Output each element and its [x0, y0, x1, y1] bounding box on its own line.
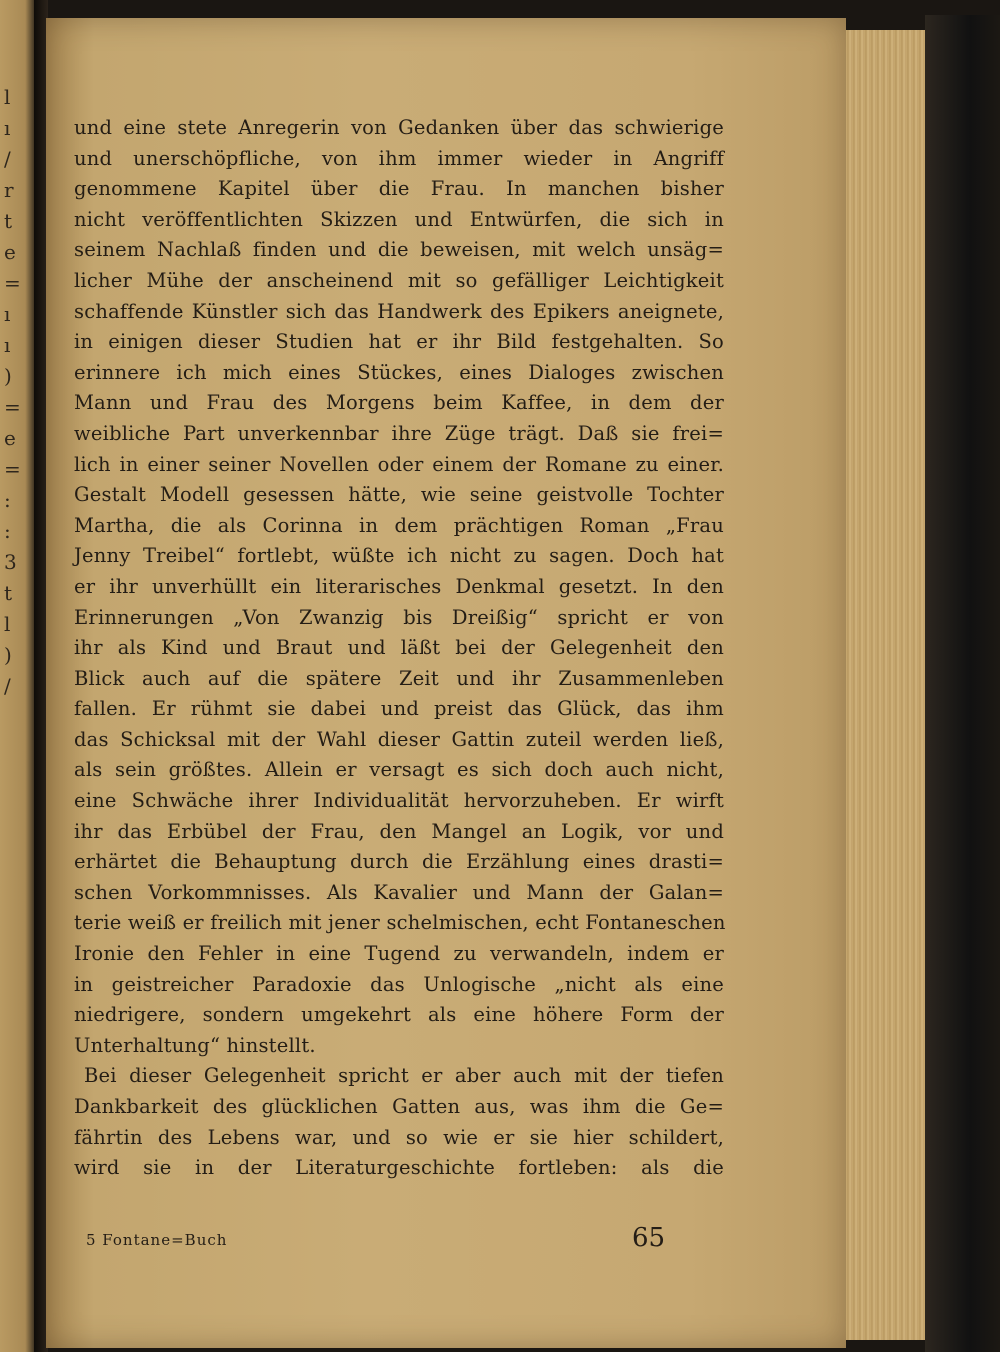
left-page-fragment: ı	[4, 302, 11, 326]
left-page-fragment: t	[4, 209, 13, 233]
text-line: Dankbarkeit des glücklichen Gatten aus, was ihm die Ge=	[74, 1095, 724, 1118]
text-line: lich in einer seiner Novellen oder einem der Romane zu einer.	[74, 452, 724, 476]
text-line: schaffende Künstler sich das Handwerk des Epikers aneignete,	[74, 299, 724, 323]
text-line: seinem Nachlaß finden und die beweisen, mit welch unsäg=	[74, 238, 724, 262]
text-line: in geistreicher Paradoxie das Unlogische „nicht als eine	[74, 972, 724, 996]
book-page	[46, 18, 846, 1348]
text-line: schen Vorkommnisses. Als Kavalier und Mann der Galan=	[74, 880, 724, 904]
left-page-fragment: ı	[4, 116, 11, 140]
text-line: Unterhaltung“ hinstellt.	[74, 1033, 316, 1057]
text-line: eine Schwäche ihrer Individualität hervorzuheben. Er wirft	[74, 789, 724, 813]
text-line: ihr das Erbübel der Frau, den Mangel an Logik, vor und	[74, 819, 724, 843]
text-line: Martha, die als Corinna in dem prächtigen Roman „Frau	[74, 513, 724, 537]
left-page-fragment: /	[4, 674, 11, 698]
left-page-fragment: r	[4, 178, 14, 202]
page-stack-edge	[840, 30, 930, 1340]
text-line: als sein größtes. Allein er versagt es sich doch auch nicht,	[74, 758, 724, 782]
left-page-fragment: :	[4, 519, 11, 543]
book-cover-edge	[925, 15, 1000, 1352]
left-page-fragment: l	[4, 85, 11, 109]
left-page-fragment: )	[4, 643, 12, 667]
left-page-fragment: :	[4, 488, 11, 512]
text-line: fallen. Er rühmt sie dabei und preist das Glück, das ihm	[74, 697, 724, 721]
left-page-fragment: 3	[4, 550, 17, 574]
text-line: genommene Kapitel über die Frau. In manchen bisher	[74, 177, 724, 201]
text-line: in einigen dieser Studien hat er ihr Bild festgehalten. So	[74, 330, 724, 354]
text-line: Erinnerungen „Von Zwanzig bis Dreißig“ spricht er von	[74, 605, 724, 629]
page-footer	[86, 1223, 686, 1263]
text-line: Mann und Frau des Morgens beim Kaffee, in dem der	[74, 391, 724, 415]
page-number: 65	[632, 1223, 666, 1253]
left-page-fragment: e	[4, 240, 16, 264]
left-page-fragment: =	[4, 395, 21, 419]
text-line: Blick auch auf die spätere Zeit und ihr Zusammenleben	[74, 666, 724, 690]
left-page-fragment: /	[4, 147, 11, 171]
text-line: und eine stete Anregerin von Gedanken über das schwierige	[74, 116, 724, 139]
left-page-fragment: ı	[4, 333, 11, 357]
text-line: erinnere ich mich eines Stückes, eines Dialoges zwischen	[74, 360, 724, 384]
text-line: weibliche Part unverkennbar ihre Züge trägt. Daß sie frei=	[74, 421, 724, 445]
left-page-fragment: =	[4, 457, 21, 481]
left-page-edge	[0, 0, 36, 1352]
text-line: nicht veröffentlichten Skizzen und Entwürfen, die sich in	[74, 207, 724, 231]
text-line: Bei dieser Gelegenheit spricht er aber auch mit der tiefen	[84, 1064, 724, 1088]
page-text	[74, 113, 724, 1184]
text-line: ihr als Kind und Braut und läßt bei der Gelegenheit den	[74, 636, 724, 660]
text-line: das Schicksal mit der Wahl dieser Gattin zuteil werden ließ,	[74, 727, 724, 751]
text-line: niedrigere, sondern umgekehrt als eine höhere Form der	[74, 1003, 724, 1027]
text-line: er ihr unverhüllt ein literarisches Denkmal gesetzt. In den	[74, 574, 724, 598]
text-line: terie weiß er freilich mit jener schelmischen, echt Fontaneschen	[74, 911, 726, 935]
text-line: Gestalt Modell gesessen hätte, wie seine geistvolle Tochter	[74, 483, 724, 507]
printer-signature: 5 Fontane=Buch	[86, 1231, 228, 1249]
left-page-fragment: l	[4, 612, 11, 636]
text-line: und unerschöpfliche, von ihm immer wieder in Angriff	[74, 146, 724, 170]
text-line: Ironie den Fehler in eine Tugend zu verwandeln, indem er	[74, 942, 724, 966]
text-line: licher Mühe der anscheinend mit so gefälliger Leichtigkeit	[74, 268, 724, 292]
text-line: wird sie in der Literaturgeschichte fortleben: als die	[74, 1156, 724, 1180]
left-page-fragment: =	[4, 271, 21, 295]
text-line: erhärtet die Behauptung durch die Erzählung eines drasti=	[74, 850, 724, 874]
left-page-fragment: t	[4, 581, 13, 605]
left-page-fragment: e	[4, 426, 16, 450]
text-line: Jenny Treibel“ fortlebt, wüßte ich nicht zu sagen. Doch hat	[74, 544, 724, 568]
text-line: fährtin des Lebens war, und so wie er sie hier schildert,	[74, 1125, 724, 1149]
left-page-fragment: )	[4, 364, 12, 388]
